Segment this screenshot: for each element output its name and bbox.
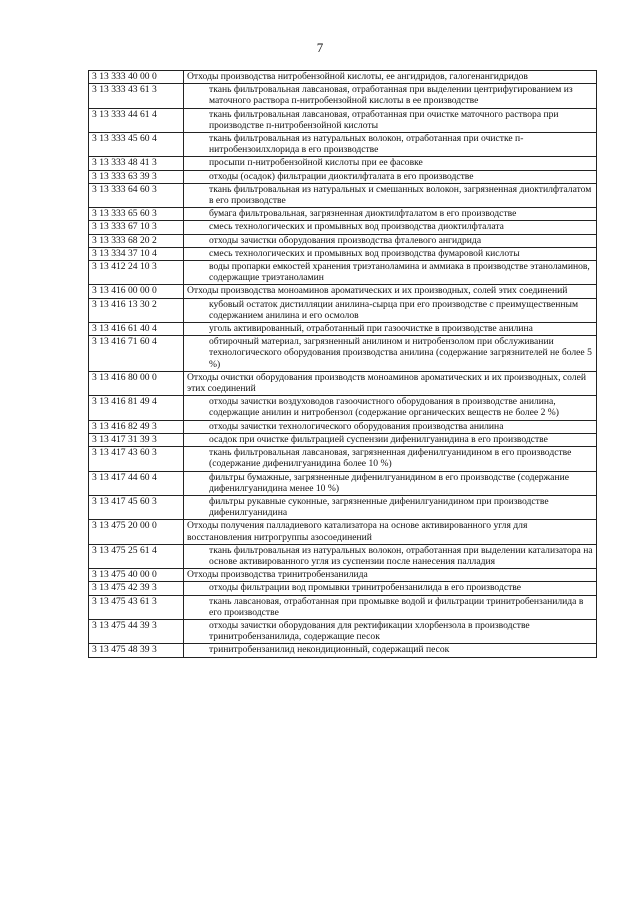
waste-code-cell: 3 13 475 40 00 0 xyxy=(89,569,184,582)
table-row xyxy=(89,544,597,568)
waste-code-cell: 3 13 417 45 60 3 xyxy=(89,495,184,519)
waste-code-cell: 3 13 333 48 41 3 xyxy=(89,157,184,170)
waste-item-description-cell: отходы зачистки оборудования для ректификации хлорбензола в производстве тринитробензанилида, содержащие песок xyxy=(184,619,597,643)
waste-item-description-cell: обтирочный материал, загрязненный анилином и нитробензолом при обслуживании технологического оборудования производства анилина (содержание загрязнителей не более 5 %) xyxy=(184,336,597,372)
table-row xyxy=(89,644,597,657)
table-row xyxy=(89,133,597,157)
waste-group-description-cell: Отходы производства моноаминов ароматических и их производных, солей этих соединений xyxy=(184,285,597,298)
waste-item-description-cell: отходы (осадок) фильтрации диоктилфталата в его производстве xyxy=(184,170,597,183)
waste-code-cell: 3 13 475 25 61 4 xyxy=(89,544,184,568)
table-row xyxy=(89,471,597,495)
waste-item-description-cell: смесь технологических и промывных вод производства фумаровой кислоты xyxy=(184,247,597,260)
table-row xyxy=(89,595,597,619)
waste-code-cell: 3 13 475 48 39 3 xyxy=(89,644,184,657)
table-row xyxy=(89,569,597,582)
waste-item-description-cell: отходы зачистки оборудования производства фталевого ангидрида xyxy=(184,234,597,247)
waste-item-description-cell: отходы фильтрации вод промывки тринитробензанилида в его производстве xyxy=(184,582,597,595)
waste-item-description-cell: ткань фильтровальная лавсановая, отработанная при очистке маточного раствора при производстве п-нитробензойной кислоты xyxy=(184,108,597,132)
waste-item-description-cell: воды пропарки емкостей хранения триэтаноламина и аммиака в производстве этаноламинов, содержащие триэтаноламин xyxy=(184,261,597,285)
table-body xyxy=(89,71,597,658)
table-row xyxy=(89,298,597,322)
waste-item-description-cell: ткань лавсановая, отработанная при промывке водой и фильтрации тринитробензанилида в его производстве xyxy=(184,595,597,619)
table-row xyxy=(89,234,597,247)
waste-group-description-cell: Отходы производства нитробензойной кислоты, ее ангидридов, галогенангидридов xyxy=(184,71,597,84)
waste-item-description-cell: кубовый остаток дистилляции анилина-сырца при его производстве с преимущественным содержанием анилина и его осмолов xyxy=(184,298,597,322)
waste-code-cell: 3 13 333 63 39 3 xyxy=(89,170,184,183)
waste-code-cell: 3 13 333 65 60 3 xyxy=(89,208,184,221)
table-row xyxy=(89,221,597,234)
table-row xyxy=(89,323,597,336)
waste-code-cell: 3 13 417 31 39 3 xyxy=(89,433,184,446)
waste-code-cell: 3 13 475 42 39 3 xyxy=(89,582,184,595)
waste-code-cell: 3 13 412 24 10 3 xyxy=(89,261,184,285)
table-row xyxy=(89,108,597,132)
waste-item-description-cell: ткань фильтровальная лавсановая, загрязненная дифенилгуанидином в его производстве (содержание дифенилгуанидина более 10 %) xyxy=(184,447,597,471)
table-row xyxy=(89,71,597,84)
table-row xyxy=(89,619,597,643)
waste-code-cell: 3 13 333 43 61 3 xyxy=(89,84,184,108)
table-row xyxy=(89,495,597,519)
waste-code-cell: 3 13 333 67 10 3 xyxy=(89,221,184,234)
waste-item-description-cell: уголь активированный, отработанный при газоочистке в производстве анилина xyxy=(184,323,597,336)
waste-item-description-cell: ткань фильтровальная лавсановая, отработанная при выделении центрифугированием из маточного раствора п-нитробензойной кислоты в ее производстве xyxy=(184,84,597,108)
waste-code-cell: 3 13 416 81 49 4 xyxy=(89,396,184,420)
waste-group-description-cell: Отходы получения палладиевого катализатора на основе активированного угля для восстановления нитрогруппы азосоединений xyxy=(184,520,597,544)
table-row xyxy=(89,208,597,221)
waste-item-description-cell: осадок при очистке фильтрацией суспензии дифенилгуанидина в его производстве xyxy=(184,433,597,446)
waste-code-cell: 3 13 416 71 60 4 xyxy=(89,336,184,372)
waste-item-description-cell: фильтры рукавные суконные, загрязненные дифенилгуанидином при производстве дифенилгуанидина xyxy=(184,495,597,519)
table-row xyxy=(89,371,597,395)
waste-code-cell: 3 13 416 00 00 0 xyxy=(89,285,184,298)
table-row xyxy=(89,447,597,471)
waste-item-description-cell: фильтры бумажные, загрязненные дифенилгуанидином в его производстве (содержание дифенилгуанидина менее 10 %) xyxy=(184,471,597,495)
waste-item-description-cell: бумага фильтровальная, загрязненная диоктилфталатом в его производстве xyxy=(184,208,597,221)
waste-code-cell: 3 13 333 40 00 0 xyxy=(89,71,184,84)
table-row xyxy=(89,520,597,544)
waste-code-cell: 3 13 333 45 60 4 xyxy=(89,133,184,157)
waste-code-cell: 3 13 417 44 60 4 xyxy=(89,471,184,495)
table-row xyxy=(89,396,597,420)
table-row xyxy=(89,420,597,433)
waste-item-description-cell: ткань фильтровальная из натуральных волокон, отработанная при выделении катализатора на основе активированного угля из суспензии после нанесения палладия xyxy=(184,544,597,568)
waste-code-cell: 3 13 333 68 20 2 xyxy=(89,234,184,247)
waste-item-description-cell: смесь технологических и промывных вод производства диоктилфталата xyxy=(184,221,597,234)
waste-group-description-cell: Отходы производства тринитробензанилида xyxy=(184,569,597,582)
table-row xyxy=(89,183,597,207)
waste-code-cell: 3 13 475 20 00 0 xyxy=(89,520,184,544)
waste-code-cell: 3 13 333 64 60 3 xyxy=(89,183,184,207)
table-row xyxy=(89,582,597,595)
page-number: 7 xyxy=(316,40,324,55)
waste-code-cell: 3 13 416 80 00 0 xyxy=(89,371,184,395)
table-row xyxy=(89,247,597,260)
waste-code-cell: 3 13 416 13 30 2 xyxy=(89,298,184,322)
waste-code-cell: 3 13 416 82 49 3 xyxy=(89,420,184,433)
waste-item-description-cell: отходы зачистки воздуховодов газоочистного оборудования в производстве анилина, содержащие анилин и нитробензол (содержание органических веществ не более 2 %) xyxy=(184,396,597,420)
table-row xyxy=(89,285,597,298)
waste-code-cell: 3 13 417 43 60 3 xyxy=(89,447,184,471)
waste-code-cell: 3 13 333 44 61 4 xyxy=(89,108,184,132)
table-row xyxy=(89,433,597,446)
table-row xyxy=(89,84,597,108)
waste-item-description-cell: просыпи п-нитробензойной кислоты при ее фасовке xyxy=(184,157,597,170)
table-row xyxy=(89,170,597,183)
waste-code-cell: 3 13 334 37 10 4 xyxy=(89,247,184,260)
waste-group-description-cell: Отходы очистки оборудования производств моноаминов ароматических и их производных, солей этих соединений xyxy=(184,371,597,395)
table-row xyxy=(89,336,597,372)
waste-item-description-cell: ткань фильтровальная из натуральных и смешанных волокон, загрязненная диоктилфталатом в его производстве xyxy=(184,183,597,207)
waste-item-description-cell: ткань фильтровальная из натуральных волокон, отработанная при очистке п-нитробензоилхлорида в его производстве xyxy=(184,133,597,157)
waste-item-description-cell: тринитробензанилид некондиционный, содержащий песок xyxy=(184,644,597,657)
waste-code-cell: 3 13 416 61 40 4 xyxy=(89,323,184,336)
waste-item-description-cell: отходы зачистки технологического оборудования производства анилина xyxy=(184,420,597,433)
waste-code-cell: 3 13 475 44 39 3 xyxy=(89,619,184,643)
table-row xyxy=(89,261,597,285)
table-row xyxy=(89,157,597,170)
waste-code-cell: 3 13 475 43 61 3 xyxy=(89,595,184,619)
waste-classification-table xyxy=(88,70,597,658)
